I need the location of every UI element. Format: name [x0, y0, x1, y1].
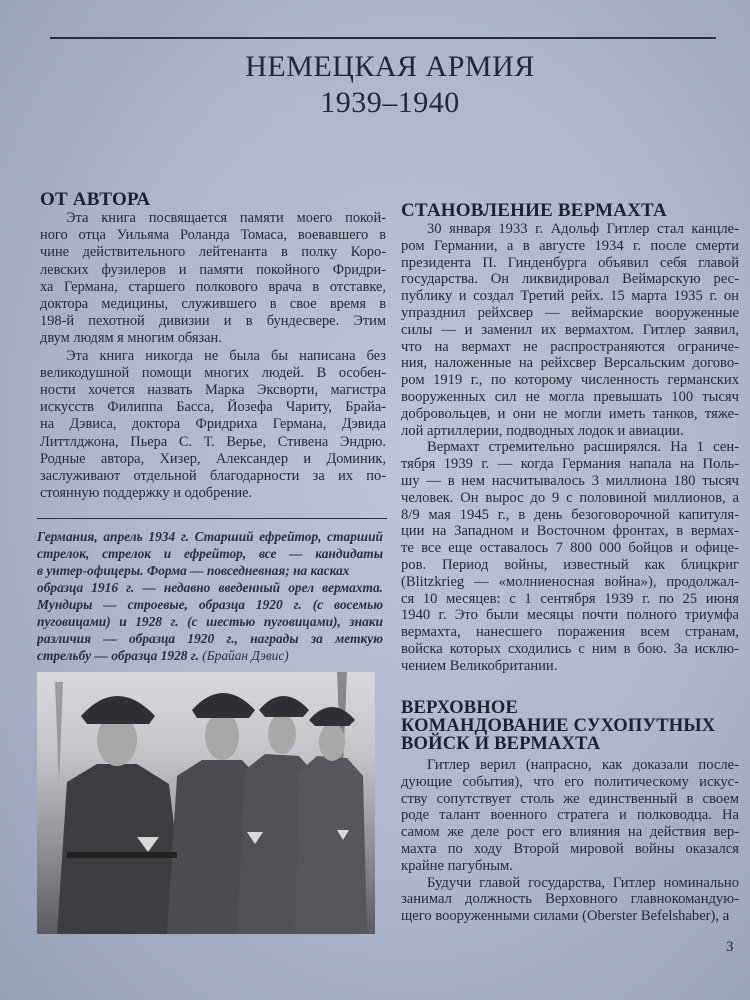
- command-section: [401, 699, 739, 925]
- text-line: Эта книга никогда не была бы написана без: [66, 347, 386, 364]
- section-heading-line: ВЕРХОВНОЕ: [401, 698, 519, 718]
- text-line: добровольцев, и они не могли иметь танков, тяже-: [401, 405, 739, 422]
- text-line: ности хочется назвать Марка Эксворти, магистра: [40, 382, 386, 399]
- text-line: ров. Период войны, известный как блицкриг: [401, 556, 739, 573]
- text-line: Родные автора, Хизер, Александер и Доминик,: [40, 450, 386, 467]
- text-line: государства. Он ликвидировал Веймарскую рес-: [401, 271, 739, 288]
- text-line: 30 января 1933 г. Адольф Гитлер стал канцле-: [427, 221, 739, 237]
- section-heading-line: ВОЙСК И ВЕРМАХТА: [401, 734, 601, 754]
- text-line: 198-й пехотной дивизии и в бундесвере. Этим: [40, 313, 386, 330]
- photo-credit: (Брайан Дэвис): [198, 648, 289, 663]
- text-line: силы — и заменил их вермахтом. Гитлер заявил,: [401, 321, 739, 338]
- section-heading: ОТ АВТОРА: [40, 189, 151, 210]
- text-line: вооруженных сил не могла превышать 100 тысяч: [401, 388, 739, 405]
- text-line: Германия, апрель 1934 г. Старший ефрейтор, старший: [37, 529, 383, 544]
- page-subtitle-years: 1939–1940: [320, 86, 460, 119]
- text-line: стрельбу — образца 1928 г. (Брайан Дэвис): [37, 648, 289, 663]
- text-line: заслуживают отдельной благодарности за их по-: [40, 468, 386, 485]
- text-line: в унтер-офицеры. Форма — повседневная; на касках: [37, 563, 350, 578]
- text-line: ха Германа, старшего полкового врача в отставке,: [40, 278, 386, 295]
- text-line: Литтлджона, Пьера С. Т. Верье, Стивена Эндрю.: [40, 433, 386, 450]
- text-line: дующие события), что его политическому искус-: [401, 773, 739, 790]
- text-line: человек. Он вырос до 9 с половиной миллионов, а: [401, 489, 739, 506]
- author-text: [40, 210, 386, 502]
- text-line: ром 1919 г., по которому численность германских: [401, 372, 739, 389]
- text-line: ром Германии, а в августе 1934 г. после смерти: [401, 237, 739, 254]
- caption-rule: [37, 518, 387, 519]
- text-line: левских фузилеров и памяти покойного Фридри-: [40, 261, 386, 278]
- text-line: ния, наложенные на рейхсвер Версальским догово-: [401, 355, 739, 372]
- text-line: стоянную поддержку и одобрение.: [40, 485, 253, 502]
- top-rule: [50, 37, 716, 39]
- text-line: Эта книга посвящается памяти моего покой-: [66, 210, 386, 226]
- text-line: щего вооруженными силами (Oberster Befelshaber), а: [401, 908, 730, 925]
- author-section: [40, 190, 386, 502]
- text-line: доктора медицины, служившего в свое время в: [40, 296, 386, 313]
- page-title: НЕМЕЦКАЯ АРМИЯ: [245, 50, 535, 83]
- text-line: искусств Филиппа Басса, Йозефа Чариту, Брайа-: [40, 399, 386, 416]
- text-line: образца 1916 г. — недавно введенный орел вермахта.: [37, 580, 383, 595]
- text-line: публику и создал Третий рейх. 15 марта 1935 г. он: [401, 288, 739, 305]
- text-line: лой артиллерии, подводных лодок и авиации.: [401, 422, 684, 439]
- text-line: тября 1939 г. — когда Германия напала на Поль-: [401, 456, 739, 473]
- text-line: Вермахт стремительно расширялся. На 1 сен-: [427, 439, 739, 456]
- text-line: пуговицами) и 1928 г. (с шестью пуговицами), знаки: [37, 614, 383, 629]
- text-line: чине действительного лейтенанта в полку Коро-: [40, 244, 386, 261]
- text-line: занимал должность Верховного главнокомандую-: [401, 891, 739, 908]
- text-line: упразднил рейхсвер — веймарские вооруженные: [401, 304, 739, 321]
- text-line: Будучи главой государства, Гитлер номинально: [427, 874, 739, 891]
- wehrmacht-text: [401, 221, 739, 675]
- text-line: Мундиры — строевые, образца 1920 г. (с восемью: [37, 597, 383, 612]
- section-heading-line: КОМАНДОВАНИЕ СУХОПУТНЫХ: [401, 716, 716, 736]
- caption-text: [37, 528, 383, 664]
- page-number: 3: [726, 939, 734, 955]
- text-line: вермахта, нанесшего поражения всем странам,: [401, 624, 739, 641]
- text-line: ству сопутствует столь же единственный в своем: [401, 790, 739, 807]
- text-line: президента П. Гинденбурга объявил себя главой: [401, 254, 739, 271]
- text-line: (Blitzkrieg — «молниеносная война»), продолжал-: [401, 573, 739, 590]
- section-heading: СТАНОВЛЕНИЕ ВЕРМАХТА: [401, 200, 667, 221]
- text-line: на Дэвиса, доктора Фридриха Германа, Дэвида: [40, 416, 386, 433]
- text-line: великодушной помощи многих людей. В особен-: [40, 364, 386, 381]
- text-line: чением Великобритании.: [401, 657, 558, 674]
- wehrmacht-section: [401, 201, 739, 675]
- text-line: что на вермахт не распространяются ограниче-: [401, 338, 739, 355]
- photo-caption: [37, 528, 383, 664]
- text-line: 8/9 мая 1945 г., в день безоговорочной капитуля-: [401, 506, 739, 523]
- text-line: ции на Западном и Восточном фронтах, в вермах-: [401, 523, 739, 540]
- text-line: ся 10 месяцев: с 1 сентября 1939 г. по 25 июня: [401, 590, 739, 607]
- text-line: шу — в нем насчитывалось 3 миллиона 180 тысяч: [401, 472, 739, 489]
- text-line: 1940 г. Это были месяцы почти полного триумфа: [401, 607, 739, 624]
- text-line: ного отца Уильяма Роланда Томаса, воевавшего в: [40, 227, 386, 244]
- soldiers-photo: [37, 672, 375, 934]
- text-line: махта по ходу Второй мировой войны оказался: [401, 840, 739, 857]
- text-line: крайне пагубным.: [401, 857, 513, 874]
- text-line: стрелок, стрелок и ефрейтор, все — кандидаты: [37, 546, 383, 561]
- text-line: роде талант военного стратега и полководца. На: [401, 807, 739, 824]
- text-line: различия — образца 1920 г., награды за меткую: [37, 631, 383, 646]
- text-line: Гитлер верил (напрасно, как доказали после-: [427, 757, 739, 773]
- text-line: войска которых сходились с ним в бою. За исклю-: [401, 640, 739, 657]
- text-line: те все еще оставалось 7 800 000 бойцов и офице-: [401, 540, 739, 557]
- text-line: двум людям я многим обязан.: [40, 330, 222, 347]
- command-text: [401, 757, 739, 925]
- text-line: самом же деле рост его влияния на действия вер-: [401, 824, 739, 841]
